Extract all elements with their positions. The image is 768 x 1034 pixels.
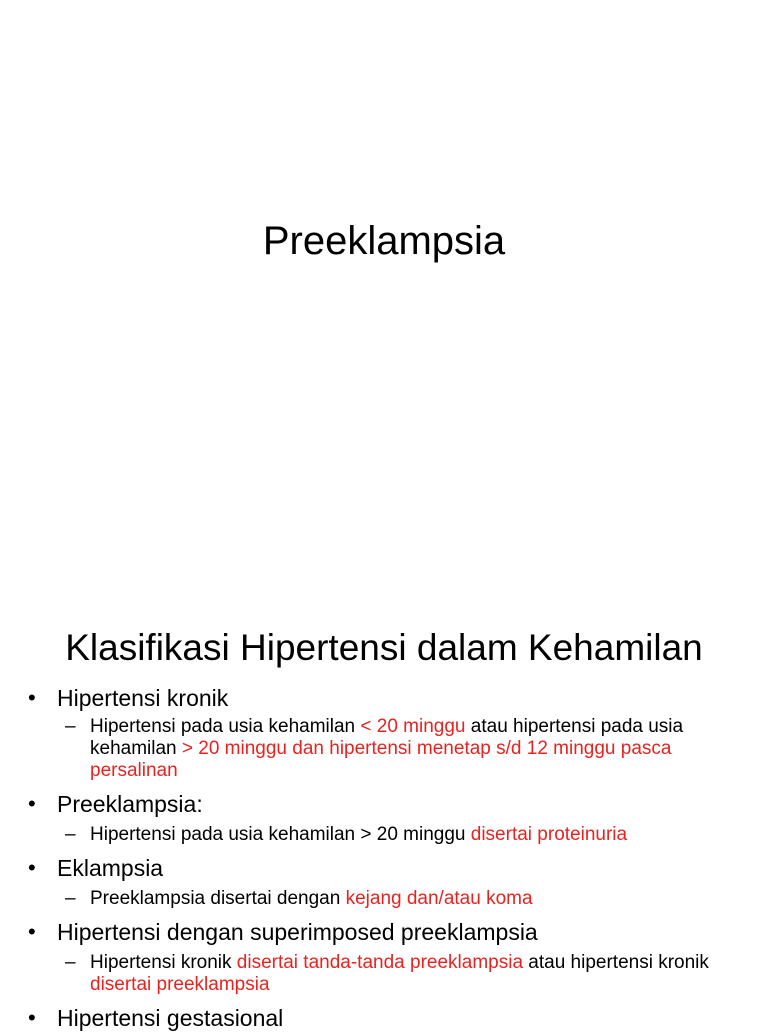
sub-text: Hipertensi pada usia kehamilan [90, 716, 361, 737]
bullet-icon: • [28, 791, 36, 816]
sub-item [57, 824, 756, 846]
highlight-text: disertai tanda-tanda preeklampsia [236, 952, 524, 973]
highlight-text: disertai proteinuria [470, 824, 628, 845]
bullet-icon: • [28, 685, 36, 710]
dash-icon: – [65, 888, 76, 909]
bullet-icon: • [28, 1005, 36, 1030]
dash-icon: – [65, 716, 76, 737]
bullet-item-preeklampsia [26, 788, 756, 846]
slide-heading: Klasifikasi Hipertensi dalam Kehamilan [65, 627, 703, 668]
sub-item [57, 952, 756, 996]
sub-text: atau hipertensi pada usia kehamilan [90, 716, 684, 759]
bullet-label: Hipertensi dengan superimposed preeklampsia [57, 919, 538, 945]
sub-text: Hipertensi kronik [90, 952, 237, 973]
sub-item [57, 888, 756, 910]
dash-icon: – [65, 952, 76, 973]
bullet-item-hipertensi-kronik [26, 682, 756, 782]
sub-text: Hipertensi pada usia kehamilan > 20 minggu [90, 824, 471, 845]
highlight-text: > 20 minggu dan hipertensi menetap s/d 12 minggu pasca persalinan [90, 738, 672, 781]
dash-icon: – [65, 824, 76, 845]
sub-item [57, 716, 756, 782]
slide-title: Preeklampsia [262, 219, 506, 263]
bullet-item-eklampsia [26, 852, 756, 910]
bullet-label: Hipertensi gestasional [57, 1005, 284, 1031]
highlight-text: disertai preeklampsia [90, 974, 270, 995]
bullet-label: Eklampsia [57, 855, 164, 881]
highlight-text: kejang dan/atau koma [345, 888, 533, 909]
bullet-label: Preeklampsia: [57, 791, 203, 817]
highlight-text: < 20 minggu [360, 716, 466, 737]
bullet-item-superimposed [26, 916, 756, 996]
bullet-list [26, 682, 756, 1034]
bullet-label: Hipertensi kronik [57, 685, 229, 711]
sub-text: Preeklampsia disertai dengan [90, 888, 346, 909]
sub-text: atau hipertensi kronik [523, 952, 709, 973]
bullet-icon: • [28, 919, 36, 944]
bullet-icon: • [28, 855, 36, 880]
bullet-item-gestasional [26, 1002, 756, 1034]
